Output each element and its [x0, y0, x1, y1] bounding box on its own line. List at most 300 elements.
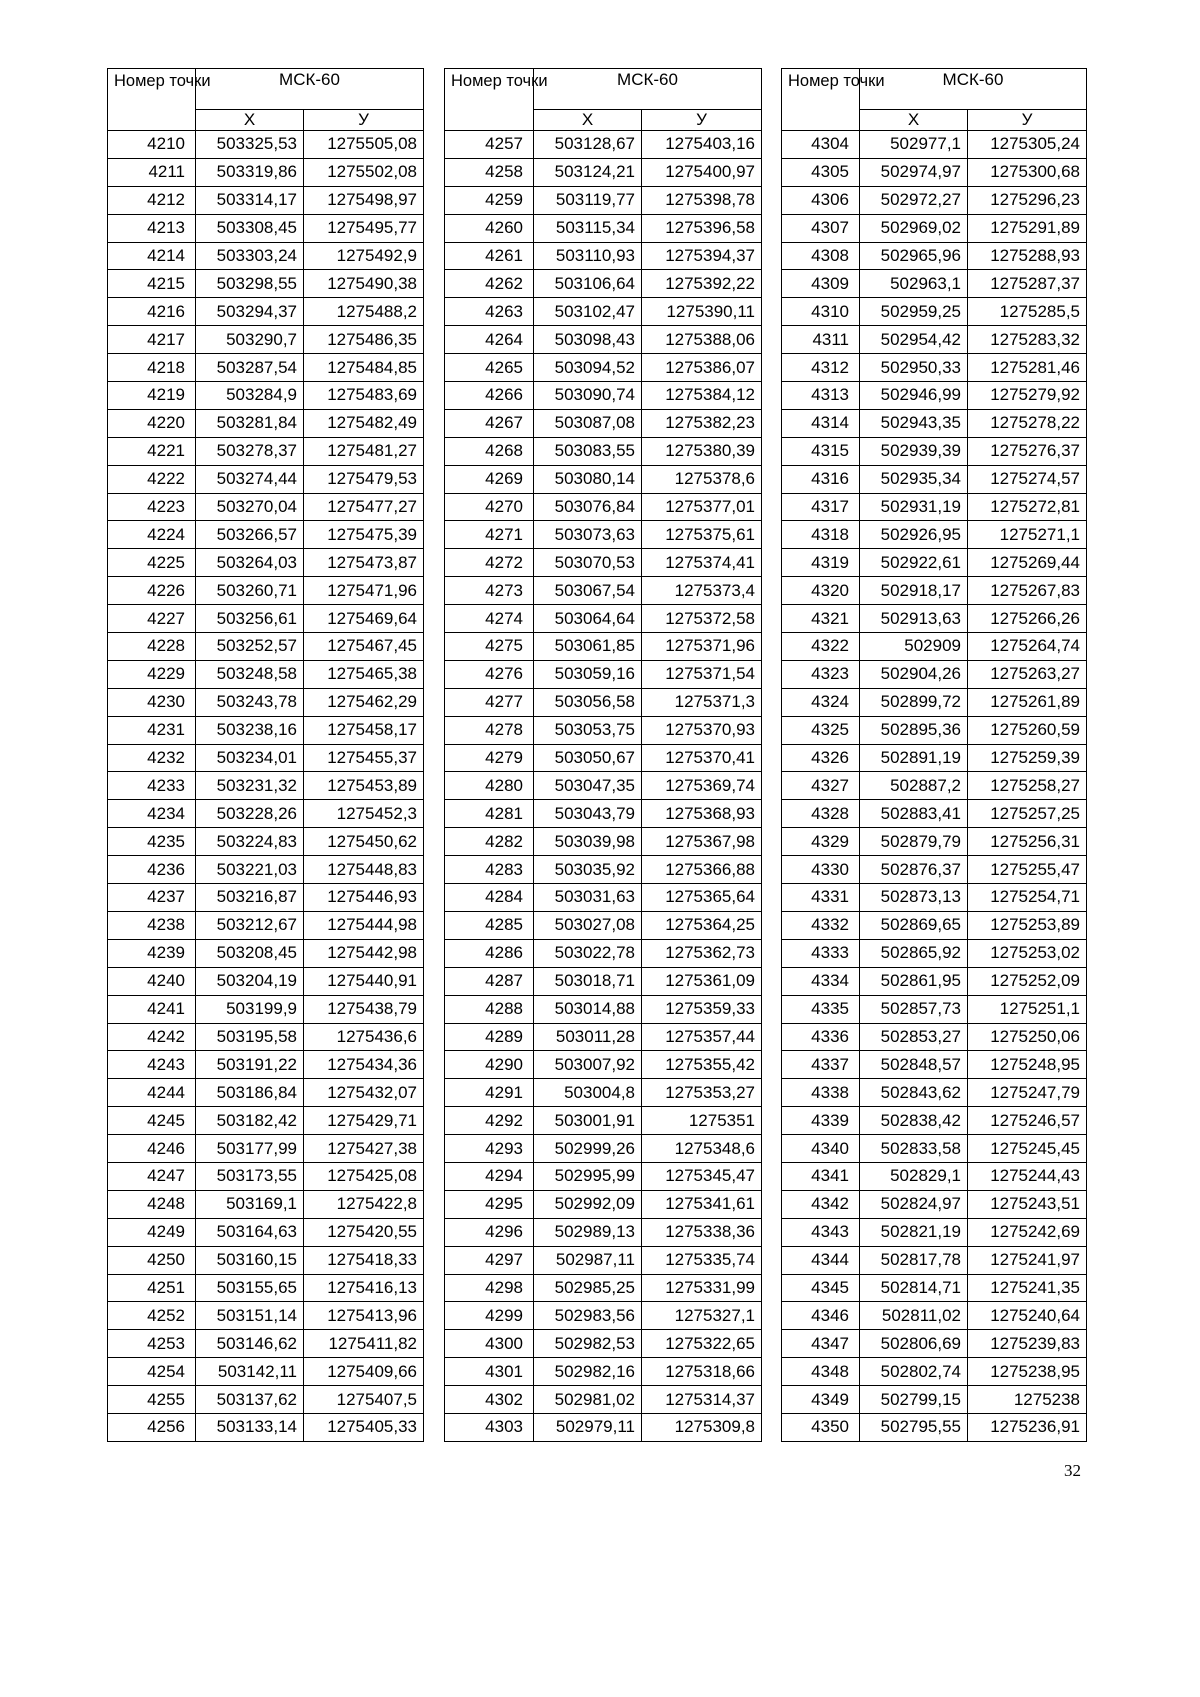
- x-coordinate-cell: 503308,45: [196, 214, 304, 242]
- point-number-cell: 4276: [445, 660, 534, 688]
- x-coordinate-cell: 502843,62: [860, 1079, 968, 1107]
- y-coordinate-cell: 1275371,3: [642, 688, 762, 716]
- x-coordinate-cell: 502954,42: [860, 326, 968, 354]
- table-row: [445, 633, 762, 661]
- table-row: [108, 493, 424, 521]
- table-row: [782, 1023, 1087, 1051]
- table-row: [108, 800, 424, 828]
- table-row: [108, 911, 424, 939]
- table-row: [445, 270, 762, 298]
- table-row: [108, 1413, 424, 1441]
- table-row: [108, 744, 424, 772]
- y-coordinate-cell: 1275467,45: [304, 633, 424, 661]
- y-coordinate-cell: 1275335,74: [642, 1246, 762, 1274]
- table-row: [782, 1079, 1087, 1107]
- point-number-cell: 4286: [445, 939, 534, 967]
- table-row: [782, 158, 1087, 186]
- point-number-cell: 4280: [445, 772, 534, 800]
- point-number-cell: 4273: [445, 577, 534, 605]
- point-number-cell: 4282: [445, 828, 534, 856]
- table-row: [782, 131, 1087, 159]
- y-coordinate-cell: 1275364,25: [642, 911, 762, 939]
- table-row: [445, 688, 762, 716]
- y-coordinate-cell: 1275378,6: [642, 465, 762, 493]
- y-coordinate-cell: 1275272,81: [968, 493, 1087, 521]
- y-coordinate-cell: 1275438,79: [304, 995, 424, 1023]
- x-coordinate-cell: 503031,63: [534, 884, 642, 912]
- point-number-cell: 4337: [782, 1051, 860, 1079]
- table-row: [782, 660, 1087, 688]
- table-row: [445, 131, 762, 159]
- table-row: [445, 716, 762, 744]
- y-coordinate-cell: 1275436,6: [304, 1023, 424, 1051]
- table-row: [445, 521, 762, 549]
- y-coordinate-cell: 1275498,97: [304, 186, 424, 214]
- point-number-cell: 4260: [445, 214, 534, 242]
- y-coordinate-cell: 1275318,66: [642, 1358, 762, 1386]
- x-coordinate-cell: 503004,8: [534, 1079, 642, 1107]
- point-number-cell: 4326: [782, 744, 860, 772]
- table-row: [782, 186, 1087, 214]
- x-coordinate-cell: 503035,92: [534, 856, 642, 884]
- x-coordinate-cell: 503264,03: [196, 549, 304, 577]
- y-coordinate-cell: 1275398,78: [642, 186, 762, 214]
- point-number-cell: 4267: [445, 409, 534, 437]
- table-row: [445, 939, 762, 967]
- x-coordinate-cell: 503228,26: [196, 800, 304, 828]
- y-coordinate-cell: 1275370,41: [642, 744, 762, 772]
- table-row: [445, 884, 762, 912]
- point-number-cell: 4234: [108, 800, 196, 828]
- table-row: [782, 1190, 1087, 1218]
- point-number-cell: 4243: [108, 1051, 196, 1079]
- x-coordinate-cell: 502913,63: [860, 605, 968, 633]
- y-coordinate-cell: 1275281,46: [968, 354, 1087, 382]
- x-coordinate-cell: 503234,01: [196, 744, 304, 772]
- table-row: [445, 326, 762, 354]
- y-coordinate-cell: 1275396,58: [642, 214, 762, 242]
- y-coordinate-cell: 1275365,64: [642, 884, 762, 912]
- y-coordinate-cell: 1275261,89: [968, 688, 1087, 716]
- y-coordinate-cell: 1275475,39: [304, 521, 424, 549]
- point-number-cell: 4302: [445, 1386, 534, 1414]
- x-coordinate-cell: 502887,2: [860, 772, 968, 800]
- table-row: [108, 437, 424, 465]
- point-number-cell: 4247: [108, 1162, 196, 1190]
- table-row: [782, 577, 1087, 605]
- table-row: [108, 465, 424, 493]
- point-number-header: Номер точки: [445, 69, 534, 131]
- point-number-cell: 4222: [108, 465, 196, 493]
- table-row: [108, 577, 424, 605]
- y-coordinate-cell: 1275341,61: [642, 1190, 762, 1218]
- point-number-cell: 4271: [445, 521, 534, 549]
- y-coordinate-cell: 1275369,74: [642, 772, 762, 800]
- table-row: [445, 911, 762, 939]
- y-coordinate-cell: 1275285,5: [968, 298, 1087, 326]
- point-number-cell: 4216: [108, 298, 196, 326]
- point-number-cell: 4349: [782, 1386, 860, 1414]
- point-number-cell: 4229: [108, 660, 196, 688]
- y-coordinate-cell: 1275452,3: [304, 800, 424, 828]
- x-coordinate-cell: 502931,19: [860, 493, 968, 521]
- y-coordinate-cell: 1275267,83: [968, 577, 1087, 605]
- y-coordinate-cell: 1275462,29: [304, 688, 424, 716]
- table-row: [782, 326, 1087, 354]
- x-coordinate-cell: 503182,42: [196, 1107, 304, 1135]
- point-number-cell: 4224: [108, 521, 196, 549]
- table-row: [445, 995, 762, 1023]
- point-number-cell: 4242: [108, 1023, 196, 1051]
- y-coordinate-cell: 1275371,96: [642, 633, 762, 661]
- table-row: [782, 688, 1087, 716]
- point-number-cell: 4253: [108, 1330, 196, 1358]
- y-coordinate-cell: 1275271,1: [968, 521, 1087, 549]
- point-number-cell: 4288: [445, 995, 534, 1023]
- y-coordinate-cell: 1275239,83: [968, 1330, 1087, 1358]
- table-row: [108, 549, 424, 577]
- x-coordinate-cell: 502950,33: [860, 354, 968, 382]
- point-number-cell: 4344: [782, 1246, 860, 1274]
- point-number-cell: 4335: [782, 995, 860, 1023]
- y-coordinate-cell: 1275278,22: [968, 409, 1087, 437]
- point-number-cell: 4309: [782, 270, 860, 298]
- table-row: [782, 911, 1087, 939]
- table-row: [782, 744, 1087, 772]
- y-column-header: У: [642, 110, 762, 131]
- x-coordinate-cell: 502817,78: [860, 1246, 968, 1274]
- y-coordinate-cell: 1275362,73: [642, 939, 762, 967]
- x-coordinate-cell: 503027,08: [534, 911, 642, 939]
- table-row: [782, 549, 1087, 577]
- point-number-cell: 4304: [782, 131, 860, 159]
- x-coordinate-cell: 503195,58: [196, 1023, 304, 1051]
- table-row: [445, 1274, 762, 1302]
- table-row: [445, 856, 762, 884]
- point-number-cell: 4312: [782, 354, 860, 382]
- table-row: [782, 856, 1087, 884]
- point-number-cell: 4342: [782, 1190, 860, 1218]
- x-coordinate-cell: 502909: [860, 633, 968, 661]
- x-coordinate-cell: 502895,36: [860, 716, 968, 744]
- table-row: [782, 437, 1087, 465]
- point-number-cell: 4330: [782, 856, 860, 884]
- x-coordinate-cell: 503278,37: [196, 437, 304, 465]
- y-coordinate-cell: 1275386,07: [642, 354, 762, 382]
- point-number-cell: 4270: [445, 493, 534, 521]
- x-coordinate-cell: 502833,58: [860, 1135, 968, 1163]
- table-row: [445, 1330, 762, 1358]
- x-coordinate-cell: 503221,03: [196, 856, 304, 884]
- y-coordinate-cell: 1275453,89: [304, 772, 424, 800]
- point-number-cell: 4214: [108, 242, 196, 270]
- table-row: [108, 828, 424, 856]
- point-number-cell: 4245: [108, 1107, 196, 1135]
- x-coordinate-cell: 503177,99: [196, 1135, 304, 1163]
- table-row: [108, 521, 424, 549]
- point-number-cell: 4244: [108, 1079, 196, 1107]
- point-number-cell: 4299: [445, 1302, 534, 1330]
- point-number-cell: 4275: [445, 633, 534, 661]
- table-row: [445, 1190, 762, 1218]
- table-row: [445, 744, 762, 772]
- table-row: [108, 382, 424, 410]
- y-coordinate-cell: 1275366,88: [642, 856, 762, 884]
- x-coordinate-cell: 503191,22: [196, 1051, 304, 1079]
- x-coordinate-cell: 502977,1: [860, 131, 968, 159]
- y-coordinate-cell: 1275448,83: [304, 856, 424, 884]
- table-row: [445, 493, 762, 521]
- x-coordinate-cell: 503001,91: [534, 1107, 642, 1135]
- y-coordinate-cell: 1275471,96: [304, 577, 424, 605]
- y-coordinate-cell: 1275241,35: [968, 1274, 1087, 1302]
- y-coordinate-cell: 1275254,71: [968, 884, 1087, 912]
- y-coordinate-cell: 1275276,37: [968, 437, 1087, 465]
- x-coordinate-cell: 502981,02: [534, 1386, 642, 1414]
- y-coordinate-cell: 1275241,97: [968, 1246, 1087, 1274]
- x-coordinate-cell: 503070,53: [534, 549, 642, 577]
- point-number-cell: 4311: [782, 326, 860, 354]
- x-coordinate-cell: 503007,92: [534, 1051, 642, 1079]
- y-coordinate-cell: 1275420,55: [304, 1218, 424, 1246]
- point-number-cell: 4297: [445, 1246, 534, 1274]
- x-coordinate-cell: 503252,57: [196, 633, 304, 661]
- x-coordinate-cell: 503142,11: [196, 1358, 304, 1386]
- table-row: [782, 1162, 1087, 1190]
- point-number-cell: 4256: [108, 1413, 196, 1441]
- table-row: [108, 298, 424, 326]
- y-coordinate-cell: 1275434,36: [304, 1051, 424, 1079]
- point-number-cell: 4264: [445, 326, 534, 354]
- x-coordinate-cell: 503073,63: [534, 521, 642, 549]
- y-coordinate-cell: 1275446,93: [304, 884, 424, 912]
- point-number-cell: 4350: [782, 1413, 860, 1441]
- y-coordinate-cell: 1275413,96: [304, 1302, 424, 1330]
- point-number-cell: 4233: [108, 772, 196, 800]
- table-row: [782, 995, 1087, 1023]
- point-number-cell: 4232: [108, 744, 196, 772]
- x-coordinate-cell: 502873,13: [860, 884, 968, 912]
- table-row: [108, 158, 424, 186]
- y-coordinate-cell: 1275483,69: [304, 382, 424, 410]
- point-number-cell: 4226: [108, 577, 196, 605]
- table-row: [108, 1190, 424, 1218]
- point-number-cell: 4291: [445, 1079, 534, 1107]
- y-coordinate-cell: 1275392,22: [642, 270, 762, 298]
- x-coordinate-cell: 503014,88: [534, 995, 642, 1023]
- y-coordinate-cell: 1275361,09: [642, 967, 762, 995]
- coordinate-system-header: МСК-60: [860, 69, 1087, 110]
- y-coordinate-cell: 1275256,31: [968, 828, 1087, 856]
- y-coordinate-cell: 1275374,41: [642, 549, 762, 577]
- point-number-cell: 4236: [108, 856, 196, 884]
- table-row: [108, 1162, 424, 1190]
- point-number-cell: 4289: [445, 1023, 534, 1051]
- table-row: [445, 1302, 762, 1330]
- y-coordinate-cell: 1275274,57: [968, 465, 1087, 493]
- point-number-cell: 4324: [782, 688, 860, 716]
- x-coordinate-cell: 502992,09: [534, 1190, 642, 1218]
- coordinates-table-2: [444, 68, 762, 1442]
- point-number-cell: 4266: [445, 382, 534, 410]
- table-row: [782, 884, 1087, 912]
- table-row: [108, 1274, 424, 1302]
- x-coordinate-cell: 503256,61: [196, 605, 304, 633]
- point-number-cell: 4281: [445, 800, 534, 828]
- point-number-cell: 4340: [782, 1135, 860, 1163]
- y-coordinate-cell: 1275400,97: [642, 158, 762, 186]
- x-coordinate-cell: 503199,9: [196, 995, 304, 1023]
- table-row: [108, 242, 424, 270]
- table-row: [445, 1358, 762, 1386]
- y-coordinate-cell: 1275429,71: [304, 1107, 424, 1135]
- table-row: [782, 633, 1087, 661]
- y-coordinate-cell: 1275264,74: [968, 633, 1087, 661]
- x-coordinate-cell: 503314,17: [196, 186, 304, 214]
- x-coordinate-cell: 502853,27: [860, 1023, 968, 1051]
- y-coordinate-cell: 1275384,12: [642, 382, 762, 410]
- point-number-cell: 4284: [445, 884, 534, 912]
- x-coordinate-cell: 503243,78: [196, 688, 304, 716]
- y-coordinate-cell: 1275283,32: [968, 326, 1087, 354]
- x-coordinate-cell: 503186,84: [196, 1079, 304, 1107]
- table-row: [108, 186, 424, 214]
- table-row: [782, 1413, 1087, 1441]
- x-coordinate-cell: 503325,53: [196, 131, 304, 159]
- y-coordinate-cell: 1275253,02: [968, 939, 1087, 967]
- point-number-cell: 4341: [782, 1162, 860, 1190]
- x-coordinate-cell: 503173,55: [196, 1162, 304, 1190]
- x-coordinate-cell: 502861,95: [860, 967, 968, 995]
- y-coordinate-cell: 1275296,23: [968, 186, 1087, 214]
- point-number-cell: 4248: [108, 1190, 196, 1218]
- y-coordinate-cell: 1275357,44: [642, 1023, 762, 1051]
- table-row: [782, 382, 1087, 410]
- x-coordinate-cell: 502865,92: [860, 939, 968, 967]
- table-row: [782, 465, 1087, 493]
- x-coordinate-cell: 503059,16: [534, 660, 642, 688]
- y-coordinate-cell: 1275380,39: [642, 437, 762, 465]
- y-coordinate-cell: 1275243,51: [968, 1190, 1087, 1218]
- y-coordinate-cell: 1275238,95: [968, 1358, 1087, 1386]
- x-coordinate-cell: 502899,72: [860, 688, 968, 716]
- x-coordinate-cell: 503212,67: [196, 911, 304, 939]
- y-coordinate-cell: 1275469,64: [304, 605, 424, 633]
- table-row: [445, 605, 762, 633]
- y-coordinate-cell: 1275486,35: [304, 326, 424, 354]
- point-number-cell: 4259: [445, 186, 534, 214]
- x-coordinate-cell: 502974,97: [860, 158, 968, 186]
- point-number-cell: 4237: [108, 884, 196, 912]
- table-row: [445, 1079, 762, 1107]
- point-number-cell: 4329: [782, 828, 860, 856]
- table-row: [782, 1107, 1087, 1135]
- point-number-cell: 4300: [445, 1330, 534, 1358]
- y-coordinate-cell: 1275416,13: [304, 1274, 424, 1302]
- y-coordinate-cell: 1275372,58: [642, 605, 762, 633]
- point-number-cell: 4310: [782, 298, 860, 326]
- x-coordinate-cell: 502904,26: [860, 660, 968, 688]
- x-coordinate-cell: 503083,55: [534, 437, 642, 465]
- table-row: [782, 354, 1087, 382]
- point-number-cell: 4332: [782, 911, 860, 939]
- y-coordinate-cell: 1275236,91: [968, 1413, 1087, 1441]
- table-row: [782, 1246, 1087, 1274]
- table-row: [782, 716, 1087, 744]
- point-number-cell: 4334: [782, 967, 860, 995]
- x-coordinate-cell: 503056,58: [534, 688, 642, 716]
- x-coordinate-cell: 503319,86: [196, 158, 304, 186]
- x-coordinate-cell: 502838,42: [860, 1107, 968, 1135]
- table-row: [108, 856, 424, 884]
- table-row: [445, 382, 762, 410]
- point-number-cell: 4331: [782, 884, 860, 912]
- x-coordinate-cell: 502979,11: [534, 1413, 642, 1441]
- point-number-cell: 4257: [445, 131, 534, 159]
- x-coordinate-cell: 502983,56: [534, 1302, 642, 1330]
- table-row: [782, 1135, 1087, 1163]
- point-number-cell: 4262: [445, 270, 534, 298]
- y-coordinate-cell: 1275465,38: [304, 660, 424, 688]
- table-row: [782, 242, 1087, 270]
- x-coordinate-cell: 502811,02: [860, 1302, 968, 1330]
- point-number-cell: 4294: [445, 1162, 534, 1190]
- page-number: 32: [1064, 1461, 1081, 1480]
- table-row: [782, 298, 1087, 326]
- table-row: [445, 1023, 762, 1051]
- table-row: [445, 242, 762, 270]
- x-coordinate-cell: 502999,26: [534, 1135, 642, 1163]
- y-coordinate-cell: 1275246,57: [968, 1107, 1087, 1135]
- table-row: [108, 1135, 424, 1163]
- point-number-cell: 4320: [782, 577, 860, 605]
- y-coordinate-cell: 1275382,23: [642, 409, 762, 437]
- x-coordinate-cell: 503146,62: [196, 1330, 304, 1358]
- x-coordinate-cell: 503080,14: [534, 465, 642, 493]
- y-coordinate-cell: 1275353,27: [642, 1079, 762, 1107]
- x-coordinate-cell: 503102,47: [534, 298, 642, 326]
- table-row: [782, 1358, 1087, 1386]
- y-coordinate-cell: 1275314,37: [642, 1386, 762, 1414]
- x-coordinate-cell: 503090,74: [534, 382, 642, 410]
- point-number-cell: 4336: [782, 1023, 860, 1051]
- point-number-cell: 4212: [108, 186, 196, 214]
- y-coordinate-cell: 1275238: [968, 1386, 1087, 1414]
- x-coordinate-cell: 502946,99: [860, 382, 968, 410]
- x-coordinate-cell: 502926,95: [860, 521, 968, 549]
- point-number-cell: 4277: [445, 688, 534, 716]
- table-row: [445, 772, 762, 800]
- point-number-cell: 4246: [108, 1135, 196, 1163]
- x-coordinate-cell: 503106,64: [534, 270, 642, 298]
- x-coordinate-cell: 503094,52: [534, 354, 642, 382]
- table-row: [782, 1302, 1087, 1330]
- x-column-header: Х: [196, 110, 304, 131]
- y-coordinate-cell: 1275345,47: [642, 1162, 762, 1190]
- point-number-cell: 4298: [445, 1274, 534, 1302]
- y-coordinate-cell: 1275253,89: [968, 911, 1087, 939]
- x-coordinate-cell: 502939,39: [860, 437, 968, 465]
- x-coordinate-cell: 503064,64: [534, 605, 642, 633]
- y-coordinate-cell: 1275359,33: [642, 995, 762, 1023]
- y-coordinate-cell: 1275309,8: [642, 1413, 762, 1441]
- y-coordinate-cell: 1275300,68: [968, 158, 1087, 186]
- coordinate-system-header: МСК-60: [196, 69, 424, 110]
- y-coordinate-cell: 1275348,6: [642, 1135, 762, 1163]
- y-coordinate-cell: 1275251,1: [968, 995, 1087, 1023]
- x-coordinate-cell: 503022,78: [534, 939, 642, 967]
- y-coordinate-cell: 1275495,77: [304, 214, 424, 242]
